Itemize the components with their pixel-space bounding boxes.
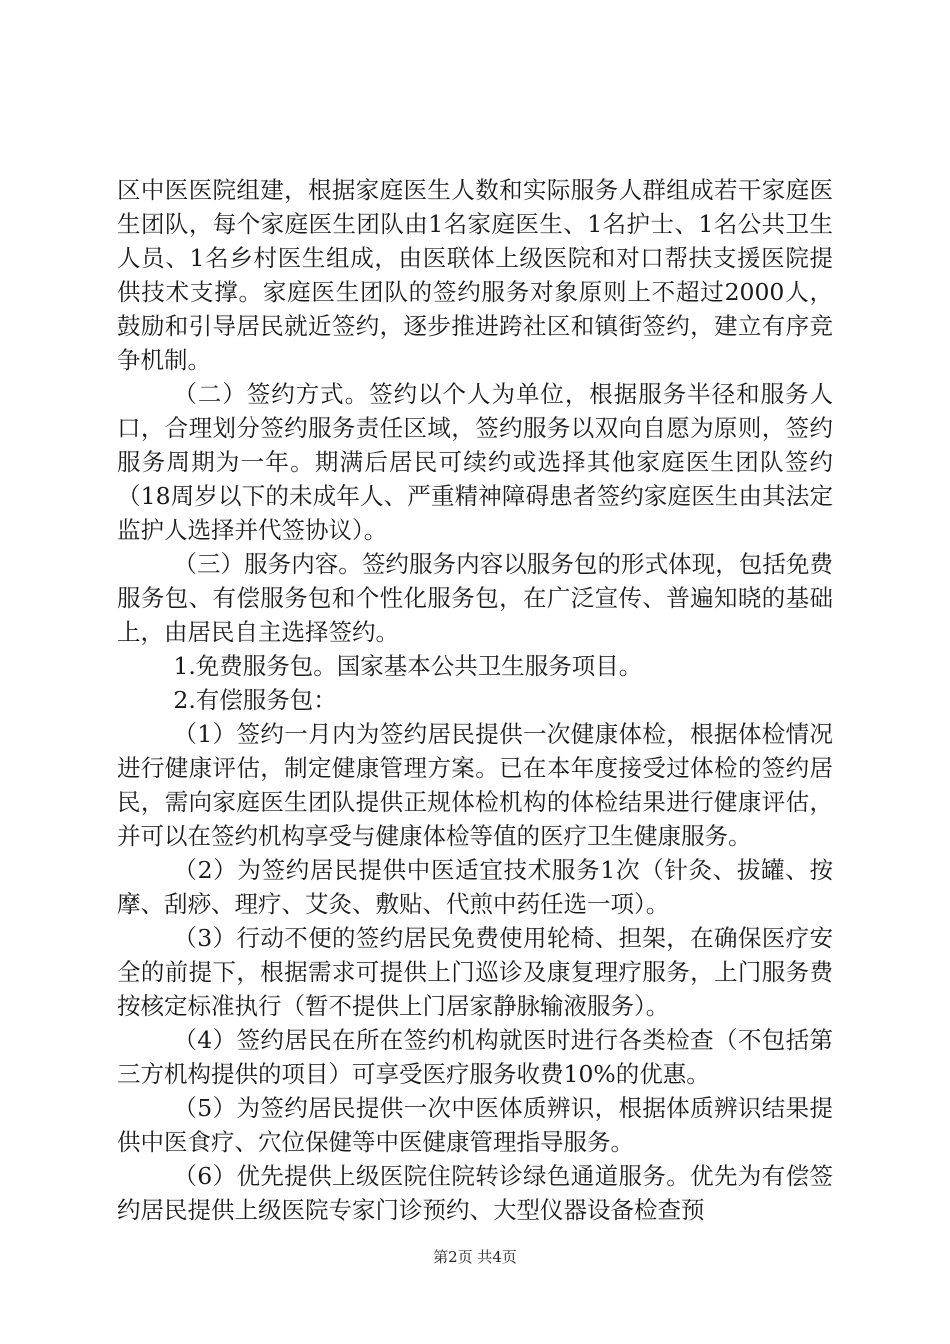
paragraph-item-3: （3）行动不便的签约居民免费使用轮椅、担架，在确保医疗安全的前提下，根据需求可提供上门巡诊及康复理疗服务，上门服务费按核定标准执行（暂不提供上门居家静脉输液服务）。 — [117, 924, 833, 1020]
paragraph-signing-method: （二）签约方式。签约以个人为单位，根据服务半径和服务人口，合理划分签约服务责任区域，签约服务以双向自愿为原则，签约服务周期为一年。期满后居民可续约或选择其他家庭医生团队签约（18周岁以下的未成年人、严重精神障碍患者签约家庭医生由其法定监护人选择并代签协议）。 — [117, 380, 833, 544]
paragraph-item-4: （4）签约居民在所在签约机构就医时进行各类检查（不包括第三方机构提供的项目）可享受医疗服务收费10%的优惠。 — [117, 1026, 833, 1088]
paragraph-item-2: （2）为签约居民提供中医适宜技术服务1次（针灸、拔罐、按摩、刮痧、理疗、艾灸、敷贴、代煎中药任选一项）。 — [117, 856, 833, 918]
paragraph-service-content: （三）服务内容。签约服务内容以服务包的形式体现，包括免费服务包、有偿服务包和个性化服务包，在广泛宣传、普遍知晓的基础上，由居民自主选择签约。 — [117, 550, 833, 646]
paragraph-item-6: （6）优先提供上级医院住院转诊绿色通道服务。优先为有偿签约居民提供上级医院专家门诊预约、大型仪器设备检查预 — [117, 1162, 833, 1224]
paragraph-team-formation: 区中医医院组建，根据家庭医生人数和实际服务人群组成若干家庭医生团队，每个家庭医生团队由1名家庭医生、1名护士、1名公共卫生人员、1名乡村医生组成，由医联体上级医院和对口帮扶支援医院提供技术支撑。家庭医生团队的签约服务对象原则上不超过2000人，鼓励和引导居民就近签约，逐步推进跨社区和镇街签约，建立有序竞争机制。 — [117, 176, 833, 374]
page-footer — [0, 1247, 950, 1267]
document-body — [117, 173, 833, 1227]
paragraph-paid-package: 2.有偿服务包： — [173, 686, 337, 714]
paragraph-free-package: 1.免费服务包。国家基本公共卫生服务项目。 — [173, 652, 643, 680]
paragraph-item-1: （1）签约一月内为签约居民提供一次健康体检，根据体检情况进行健康评估，制定健康管理方案。已在本年度接受过体检的签约居民，需向家庭医生团队提供正规体检机构的体检结果进行健康评估，并可以在签约机构享受与健康体检等值的医疗卫生健康服务。 — [117, 720, 833, 850]
page-number-label: 第2页 共4页 — [433, 1248, 517, 1266]
paragraph-item-5: （5）为签约居民提供一次中医体质辨识，根据体质辨识结果提供中医食疗、穴位保健等中医健康管理指导服务。 — [117, 1094, 833, 1156]
